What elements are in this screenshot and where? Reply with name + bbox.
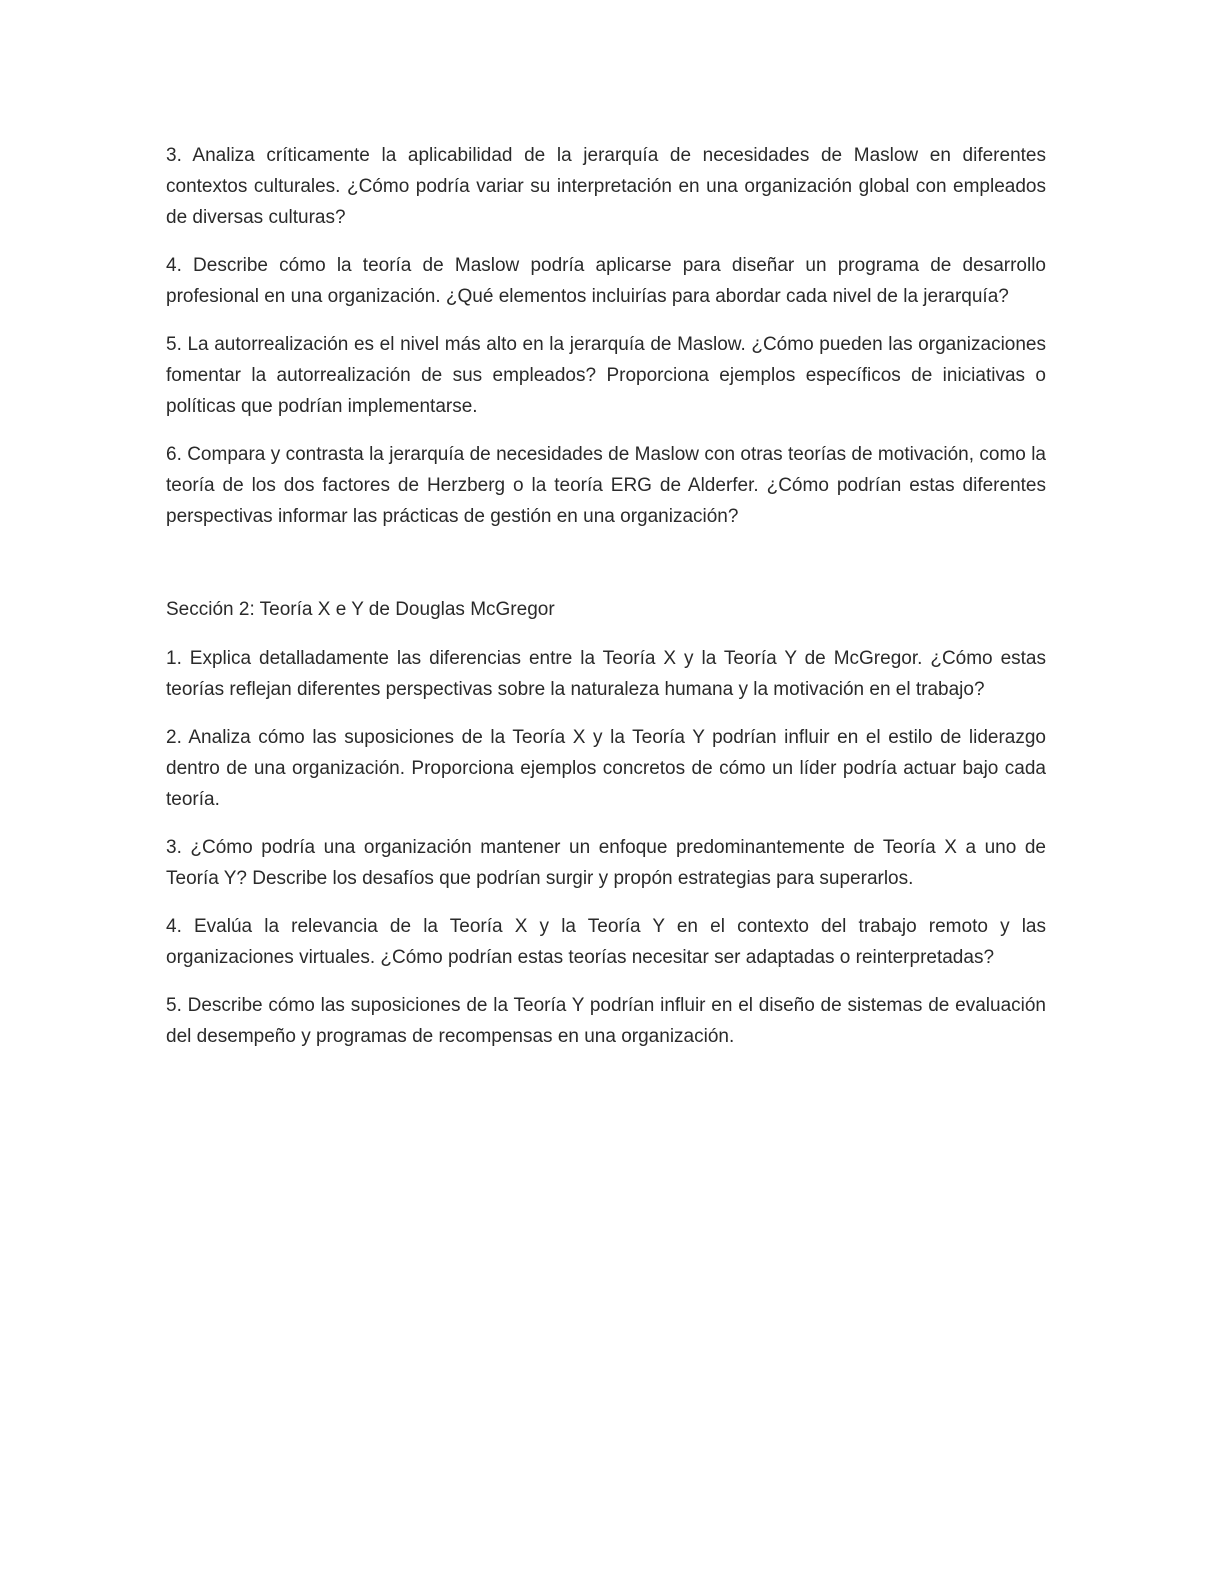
question-paragraph: 3. Analiza críticamente la aplicabilidad de la jerarquía de necesidades de Maslow en diferentes contextos culturales. ¿Cómo podría variar su interpretación en una organización global con empleados de diversas culturas?: [166, 145, 1046, 228]
question-paragraph: 4. Evalúa la relevancia de la Teoría X y la Teoría Y en el contexto del trabajo remoto y las organizaciones virtuales. ¿Cómo podrían estas teorías necesitar ser adaptadas o reinterpretadas?: [166, 916, 1046, 968]
section-mcgregor: [166, 594, 1046, 1052]
section-title: Sección 2: Teoría X e Y de Douglas McGregor: [166, 599, 555, 620]
question-paragraph: 4. Describe cómo la teoría de Maslow podría aplicarse para diseñar un programa de desarrollo profesional en una organización. ¿Qué elementos incluirías para abordar cada nivel de la jerarquía?: [166, 255, 1046, 307]
question-paragraph: 2. Analiza cómo las suposiciones de la Teoría X y la Teoría Y podrían influir en el estilo de liderazgo dentro de una organización. Proporciona ejemplos concretos de cómo un líder podría actuar bajo cada teoría.: [166, 727, 1046, 810]
question-paragraph: 1. Explica detalladamente las diferencias entre la Teoría X y la Teoría Y de McGregor. ¿Cómo estas teorías reflejan diferentes perspectivas sobre la naturaleza humana y la motivación en el trabajo?: [166, 648, 1046, 700]
question-paragraph: 5. La autorrealización es el nivel más alto en la jerarquía de Maslow. ¿Cómo pueden las organizaciones fomentar la autorrealización de sus empleados? Proporciona ejemplos específicos de iniciativas o políticas que podrían implementarse.: [166, 334, 1046, 417]
section-maslow: [166, 140, 1046, 532]
question-paragraph: 3. ¿Cómo podría una organización mantener un enfoque predominantemente de Teoría X a uno de Teoría Y? Describe los desafíos que podrían surgir y propón estrategias para superarlos.: [166, 837, 1046, 889]
document-page: [166, 140, 1046, 1069]
question-paragraph: 6. Compara y contrasta la jerarquía de necesidades de Maslow con otras teorías de motivación, como la teoría de los dos factores de Herzberg o la teoría ERG de Alderfer. ¿Cómo podrían estas diferentes perspectivas informar las prácticas de gestión en una organización?: [166, 444, 1046, 527]
question-paragraph: 5. Describe cómo las suposiciones de la Teoría Y podrían influir en el diseño de sistemas de evaluación del desempeño y programas de recompensas en una organización.: [166, 995, 1046, 1047]
